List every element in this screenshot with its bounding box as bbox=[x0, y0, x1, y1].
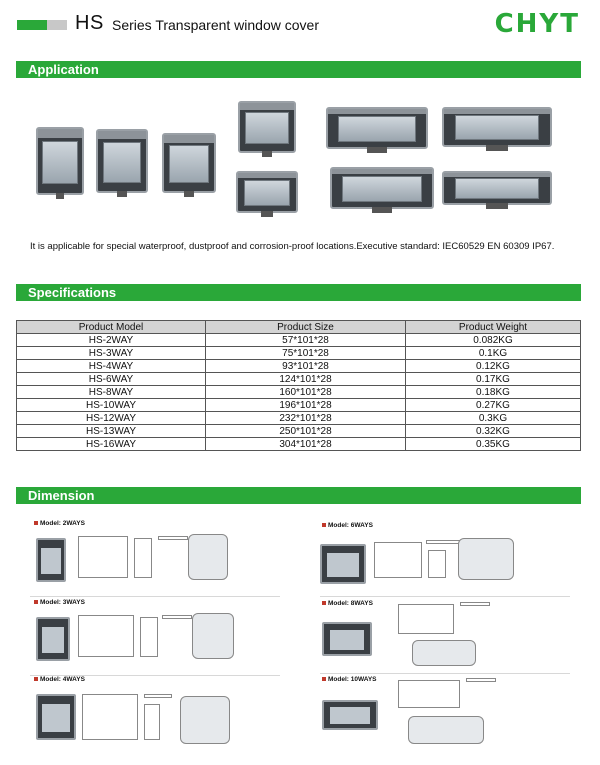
page-title: Series Transparent window cover bbox=[112, 17, 319, 33]
dimension-6ways bbox=[318, 522, 588, 594]
dimension-model-label: Model: 8WAYS bbox=[322, 600, 373, 607]
weight-cell: 0.35KG bbox=[406, 438, 581, 451]
dimension-2ways bbox=[30, 520, 290, 595]
table-row bbox=[17, 399, 581, 412]
table-row bbox=[17, 412, 581, 425]
size-cell: 75*101*28 bbox=[206, 347, 406, 360]
dimension-10ways bbox=[318, 676, 588, 756]
application-section-bar bbox=[16, 61, 581, 78]
weight-cell: 0.18KG bbox=[406, 386, 581, 399]
table-row bbox=[17, 360, 581, 373]
header-accent-bar bbox=[17, 20, 47, 30]
cutout-drawing bbox=[192, 613, 234, 659]
application-section-title: Application bbox=[28, 62, 99, 77]
dimension-4ways bbox=[30, 676, 290, 758]
table-row bbox=[17, 425, 581, 438]
column-header-weight: Product Weight bbox=[406, 321, 581, 334]
product-photo-6way-b bbox=[236, 171, 298, 213]
table-row bbox=[17, 438, 581, 451]
product-photo-10way-a bbox=[442, 107, 552, 147]
top-view-drawing bbox=[162, 615, 192, 619]
table-header-row bbox=[17, 321, 581, 334]
application-description: It is applicable for special waterproof, dustproof and corrosion-proof locations.Executive standard: IEC60529 EN 60309 IP67. bbox=[30, 241, 555, 252]
dimension-3ways bbox=[30, 599, 290, 674]
side-view-drawing bbox=[134, 538, 152, 578]
dimension-model-label: Model: 6WAYS bbox=[322, 522, 373, 529]
top-view-drawing bbox=[158, 536, 188, 540]
dimension-model-label: Model: 2WAYS bbox=[34, 520, 85, 527]
series-name: HS bbox=[75, 12, 104, 34]
product-photo-2way bbox=[36, 127, 84, 195]
dimension-section-bar bbox=[16, 487, 581, 504]
front-view-drawing bbox=[78, 536, 128, 578]
size-cell: 93*101*28 bbox=[206, 360, 406, 373]
weight-cell: 0.3KG bbox=[406, 412, 581, 425]
divider bbox=[30, 596, 280, 597]
specifications-table bbox=[16, 320, 581, 451]
top-view-drawing bbox=[144, 694, 172, 698]
model-cell: HS-13WAY bbox=[17, 425, 206, 438]
product-photo-8way-b bbox=[330, 167, 434, 209]
model-cell: HS-12WAY bbox=[17, 412, 206, 425]
specifications-section-bar bbox=[16, 284, 581, 301]
weight-cell: 0.082KG bbox=[406, 334, 581, 347]
front-view-drawing bbox=[82, 694, 138, 740]
size-cell: 196*101*28 bbox=[206, 399, 406, 412]
divider bbox=[320, 673, 570, 674]
dimension-section-title: Dimension bbox=[28, 488, 95, 503]
product-photo-6way-a bbox=[238, 101, 296, 153]
weight-cell: 0.1KG bbox=[406, 347, 581, 360]
cutout-drawing bbox=[458, 538, 514, 580]
front-view-drawing bbox=[398, 680, 460, 708]
column-header-size: Product Size bbox=[206, 321, 406, 334]
dimension-product-photo bbox=[322, 700, 378, 730]
dimension-product-photo bbox=[36, 694, 76, 740]
size-cell: 250*101*28 bbox=[206, 425, 406, 438]
dimension-product-photo bbox=[36, 538, 66, 582]
size-cell: 124*101*28 bbox=[206, 373, 406, 386]
dimension-product-photo bbox=[322, 622, 372, 656]
weight-cell: 0.12KG bbox=[406, 360, 581, 373]
size-cell: 232*101*28 bbox=[206, 412, 406, 425]
side-view-drawing bbox=[144, 704, 160, 740]
model-cell: HS-6WAY bbox=[17, 373, 206, 386]
size-cell: 160*101*28 bbox=[206, 386, 406, 399]
model-cell: HS-8WAY bbox=[17, 386, 206, 399]
model-cell: HS-4WAY bbox=[17, 360, 206, 373]
specifications-section-title: Specifications bbox=[28, 285, 117, 300]
cutout-drawing bbox=[412, 640, 476, 666]
brand-logo: CHYT bbox=[494, 9, 580, 39]
page-header bbox=[0, 0, 600, 50]
side-view-drawing bbox=[428, 550, 446, 578]
column-header-model: Product Model bbox=[17, 321, 206, 334]
dimension-product-photo bbox=[320, 544, 366, 584]
dimension-8ways bbox=[318, 600, 588, 672]
model-cell: HS-16WAY bbox=[17, 438, 206, 451]
product-photo-4way bbox=[162, 133, 216, 193]
table-row bbox=[17, 334, 581, 347]
front-view-drawing bbox=[78, 615, 134, 657]
product-photo-8way-a bbox=[326, 107, 428, 149]
cutout-drawing bbox=[188, 534, 228, 580]
front-view-drawing bbox=[398, 604, 454, 634]
size-cell: 304*101*28 bbox=[206, 438, 406, 451]
cutout-drawing bbox=[180, 696, 230, 744]
weight-cell: 0.32KG bbox=[406, 425, 581, 438]
dimension-model-label: Model: 3WAYS bbox=[34, 599, 85, 606]
dimension-product-photo bbox=[36, 617, 70, 661]
product-photo-3way bbox=[96, 129, 148, 193]
model-cell: HS-10WAY bbox=[17, 399, 206, 412]
product-photo-10way-b bbox=[442, 171, 552, 205]
front-view-drawing bbox=[374, 542, 422, 578]
size-cell: 57*101*28 bbox=[206, 334, 406, 347]
top-view-drawing bbox=[466, 678, 496, 682]
model-cell: HS-2WAY bbox=[17, 334, 206, 347]
weight-cell: 0.27KG bbox=[406, 399, 581, 412]
dimension-model-label: Model: 10WAYS bbox=[322, 676, 377, 683]
table-row bbox=[17, 386, 581, 399]
top-view-drawing bbox=[426, 540, 460, 544]
table-row bbox=[17, 347, 581, 360]
product-photos bbox=[26, 95, 566, 220]
header-gray-bar bbox=[47, 20, 67, 30]
side-view-drawing bbox=[140, 617, 158, 657]
table-row bbox=[17, 373, 581, 386]
dimension-model-label: Model: 4WAYS bbox=[34, 676, 85, 683]
cutout-drawing bbox=[408, 716, 484, 744]
model-cell: HS-3WAY bbox=[17, 347, 206, 360]
divider bbox=[320, 596, 570, 597]
weight-cell: 0.17KG bbox=[406, 373, 581, 386]
top-view-drawing bbox=[460, 602, 490, 606]
